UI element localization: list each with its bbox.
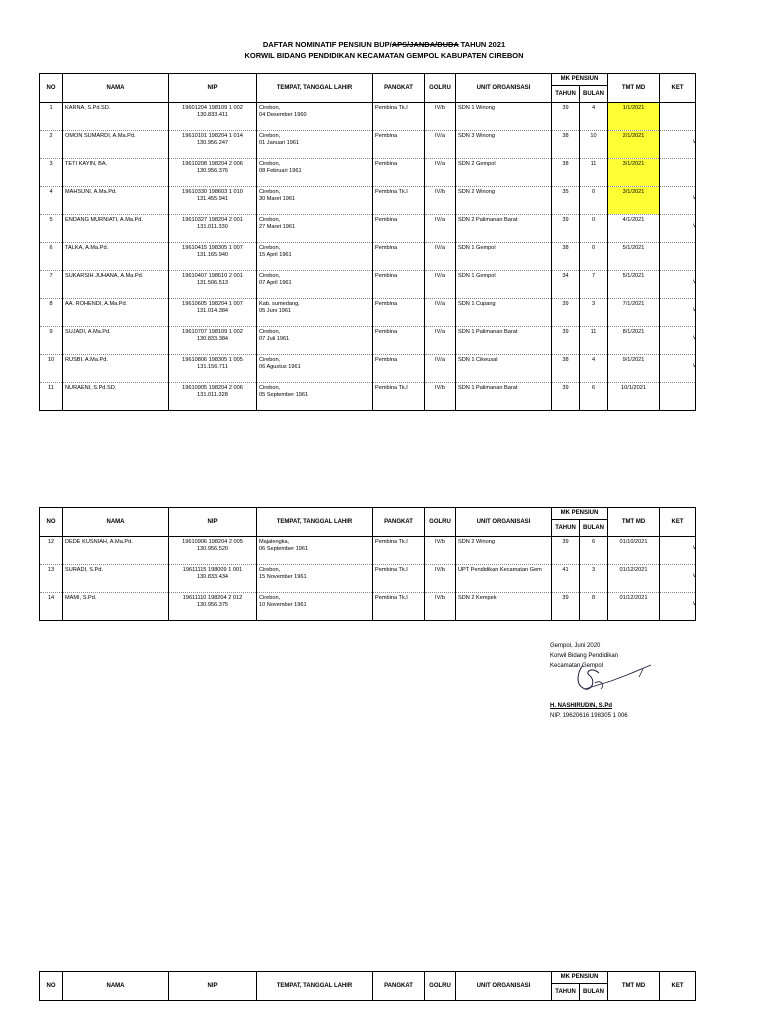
nip-old: 131.156.711	[197, 363, 228, 370]
nip-old: 130.956.375	[196, 601, 229, 608]
birth-place: Cirebon,	[259, 245, 281, 251]
cell-tmt: 2/1/2021	[608, 131, 660, 159]
nip-old: 130.833.384	[196, 335, 229, 342]
cell-unit: SDN 2 Palimanan Barat	[456, 215, 552, 243]
nip-old: 130.833.434	[196, 573, 229, 580]
cell-ket	[660, 383, 696, 411]
cell-nama: RUSBI, A.Ma.Pd.	[63, 355, 169, 383]
cell-nama: AA. ROHENDI, A.Ma.Pd.	[63, 299, 169, 327]
col-no-header: NO	[40, 972, 63, 1001]
col-tmt-header: TMT MD	[608, 74, 660, 103]
cell-unit: SDN 1 Gempol	[456, 243, 552, 271]
cell-nip	[169, 383, 257, 411]
cell-ket	[660, 131, 696, 159]
cell-pangkat: Pembina	[373, 355, 425, 383]
cell-tmt: 3/1/2021	[608, 159, 660, 187]
nip-old: 131.455.941	[196, 195, 229, 202]
nip-old: 131.011.330	[197, 223, 228, 230]
col-pangkat-header: PANGKAT	[373, 972, 425, 1001]
nip-new: 19610208 198204 2 006	[182, 161, 243, 167]
birth-place: Cirebon,	[259, 273, 281, 279]
nip-new: 19610327 198204 2 001	[182, 217, 243, 223]
birth-date: 07 Juli 1961	[259, 335, 290, 342]
cell-golru: IV/b	[425, 537, 456, 565]
birth-place: Cirebon,	[259, 133, 281, 139]
ket-mark: v	[693, 307, 696, 313]
cell-nama: MAHSUNI, A.Ma.Pd.	[63, 187, 169, 215]
birth-date: 05 September 1961	[259, 391, 309, 398]
cell-no: 11	[40, 383, 63, 411]
cell-ttl	[257, 131, 373, 159]
cell-nama: SUKARSIH JUHANA, A.Ma.Pd.	[63, 271, 169, 299]
cell-unit: SDN 3 Winong	[456, 131, 552, 159]
cell-ttl	[257, 593, 373, 621]
cell-bulan: 7	[580, 271, 608, 299]
cell-golru: IV/b	[425, 187, 456, 215]
cell-ket	[660, 243, 696, 271]
cell-ttl	[257, 383, 373, 411]
handwritten-signature	[550, 671, 628, 701]
cell-nama: MAMI, S.Pd.	[63, 593, 169, 621]
table-row	[40, 299, 696, 327]
cell-ttl	[257, 271, 373, 299]
col-bulan-header: BULAN	[580, 86, 608, 103]
cell-tahun: 38	[552, 159, 580, 187]
cell-tmt: 1/1/2021	[608, 103, 660, 131]
col-tahun-header: TAHUN	[552, 520, 580, 537]
cell-nip	[169, 131, 257, 159]
signatory-name: H. NASHIRUDIN, S.Pd	[550, 703, 613, 709]
cell-ket	[660, 299, 696, 327]
cell-tahun: 38	[552, 243, 580, 271]
birth-date: 15 November 1961	[259, 573, 307, 580]
cell-bulan: 10	[580, 131, 608, 159]
birth-place: Kab. sumedang,	[259, 301, 300, 307]
nip-new: 19610605 198204 1 007	[182, 301, 243, 307]
birth-place: Cirebon,	[259, 329, 281, 335]
cell-tmt: 8/1/2021	[608, 327, 660, 355]
cell-golru: IV/a	[425, 243, 456, 271]
table-row	[40, 593, 696, 621]
cell-tahun: 34	[552, 271, 580, 299]
ket-mark: v	[693, 139, 696, 145]
cell-nip	[169, 159, 257, 187]
cell-tmt: 7/1/2021	[608, 299, 660, 327]
ket-mark: v	[693, 573, 696, 579]
signature-office-line1: Korwil Bidang Pendidikan	[550, 653, 619, 659]
col-ket-header: KET	[660, 74, 696, 103]
cell-ket	[660, 271, 696, 299]
cell-ket	[660, 537, 696, 565]
birth-date: 06 September 1961	[259, 545, 309, 552]
cell-no: 5	[40, 215, 63, 243]
cell-bulan: 8	[580, 593, 608, 621]
cell-ttl	[257, 299, 373, 327]
cell-tahun: 41	[552, 565, 580, 593]
cell-tmt: 01/12/2021	[608, 593, 660, 621]
cell-golru: IV/a	[425, 327, 456, 355]
cell-nama: KARNA, S.Pd.SD.	[63, 103, 169, 131]
cell-unit: UPT Pendidikan Kecamatan Gem	[456, 565, 552, 593]
cell-golru: IV/a	[425, 355, 456, 383]
cell-no: 7	[40, 271, 63, 299]
cell-unit: SDN 1 Winong	[456, 103, 552, 131]
col-nama-header: NAMA	[63, 74, 169, 103]
cell-nip	[169, 215, 257, 243]
ket-mark: v	[693, 363, 696, 369]
cell-golru: IV/b	[425, 383, 456, 411]
cell-no: 10	[40, 355, 63, 383]
col-tahun-header: TAHUN	[552, 86, 580, 103]
birth-date: 05 Juni 1961	[259, 307, 292, 314]
nip-old: 131.011.328	[197, 391, 228, 398]
nip-new: 19610407 198610 2 001	[182, 273, 243, 279]
birth-place: Majalengka,	[259, 539, 290, 545]
table-row	[40, 383, 696, 411]
nip-new: 19611110 198204 2 012	[182, 595, 243, 601]
nip-new: 19601204 198109 1 002	[182, 105, 243, 111]
cell-golru: IV/b	[425, 593, 456, 621]
cell-tahun: 39	[552, 299, 580, 327]
cell-pangkat: Pembina Tk.I	[373, 187, 425, 215]
cell-ket	[660, 187, 696, 215]
col-nip-header: NIP	[169, 74, 257, 103]
cell-tahun: 39	[552, 383, 580, 411]
cell-bulan: 3	[580, 299, 608, 327]
col-nama-header: NAMA	[63, 972, 169, 1001]
cell-pangkat: Pembina Tk.I	[373, 103, 425, 131]
cell-tahun: 39	[552, 215, 580, 243]
cell-nama: ENDANG MURNIATI, A.Ma.Pd.	[63, 215, 169, 243]
nip-new: 19610101 198204 1 014	[182, 133, 243, 139]
cell-nama: SURADI, S.Pd.	[63, 565, 169, 593]
cell-tahun: 38	[552, 131, 580, 159]
cell-unit: SDN 1 Cikeusal	[456, 355, 552, 383]
col-nama-header: NAMA	[63, 508, 169, 537]
table-row	[40, 327, 696, 355]
cell-unit: SDN 2 Gempol	[456, 159, 552, 187]
cell-bulan: 0	[580, 243, 608, 271]
cell-nip	[169, 271, 257, 299]
cell-tmt: 4/1/2021	[608, 215, 660, 243]
col-bulan-header: BULAN	[580, 984, 608, 1001]
birth-place: Cirebon,	[259, 595, 281, 601]
cell-unit: SDN 1 Palimanan Barat	[456, 383, 552, 411]
cell-ket	[660, 565, 696, 593]
col-nip-header: NIP	[169, 508, 257, 537]
cell-bulan: 0	[580, 215, 608, 243]
cell-nama: TALKA, A.Ma.Pd.	[63, 243, 169, 271]
cell-ttl	[257, 159, 373, 187]
cell-bulan: 4	[580, 103, 608, 131]
cell-golru: IV/a	[425, 215, 456, 243]
birth-date: 07 April 1961	[259, 279, 292, 286]
cell-ket	[660, 593, 696, 621]
col-pangkat-header: PANGKAT	[373, 74, 425, 103]
table-row	[40, 565, 696, 593]
cell-pangkat: Pembina	[373, 243, 425, 271]
ket-mark: v	[693, 545, 696, 551]
birth-place: Cirebon,	[259, 567, 281, 573]
table-row	[40, 243, 696, 271]
col-ttl-header: TEMPAT, TANGGAL LAHIR	[257, 74, 373, 103]
document-subtitle: KORWIL BIDANG PENDIDIKAN KECAMATAN GEMPOL KABUPATEN CIREBON	[244, 51, 524, 60]
signature-block	[550, 641, 628, 721]
table-row	[40, 355, 696, 383]
col-tmt-header: TMT MD	[608, 508, 660, 537]
pension-table-1	[39, 73, 696, 411]
cell-unit: SDN 1 Gempol	[456, 271, 552, 299]
cell-ttl	[257, 537, 373, 565]
cell-nama: TETI KAYIN, BA.	[63, 159, 169, 187]
cell-ket	[660, 103, 696, 131]
cell-bulan: 11	[580, 159, 608, 187]
table-row	[40, 103, 696, 131]
birth-place: Cirebon,	[259, 385, 281, 391]
col-ttl-header: TEMPAT, TANGGAL LAHIR	[257, 508, 373, 537]
col-mk-header: MK PENSIUN	[552, 74, 608, 86]
cell-nip	[169, 187, 257, 215]
cell-golru: IV/a	[425, 299, 456, 327]
cell-ket	[660, 215, 696, 243]
nip-new: 19610905 198204 2 006	[182, 385, 243, 391]
cell-no: 14	[40, 593, 63, 621]
col-unit-header: UNIT ORGANISASI	[456, 508, 552, 537]
cell-tmt: 10/1/2021	[608, 383, 660, 411]
cell-unit: SDN 2 Kempek	[456, 593, 552, 621]
col-pangkat-header: PANGKAT	[373, 508, 425, 537]
cell-no: 9	[40, 327, 63, 355]
col-unit-header: UNIT ORGANISASI	[456, 972, 552, 1001]
cell-ket	[660, 159, 696, 187]
nip-new: 19611115 198009 1 001	[182, 567, 243, 573]
nip-new: 19610330 198603 1 010	[182, 189, 243, 195]
cell-pangkat: Pembina	[373, 131, 425, 159]
col-tahun-header: TAHUN	[552, 984, 580, 1001]
cell-golru: IV/a	[425, 159, 456, 187]
cell-golru: IV/b	[425, 103, 456, 131]
nip-new: 19610906 198204 2 005	[182, 539, 243, 545]
table-row	[40, 159, 696, 187]
cell-no: 13	[40, 565, 63, 593]
nip-old: 130.956.376	[196, 167, 229, 174]
table-row	[40, 131, 696, 159]
cell-no: 4	[40, 187, 63, 215]
birth-date: 01 Januari 1961	[259, 139, 300, 146]
cell-pangkat: Pembina	[373, 299, 425, 327]
cell-nip	[169, 355, 257, 383]
cell-tahun: 39	[552, 327, 580, 355]
birth-place: Cirebon,	[259, 105, 281, 111]
cell-nip	[169, 565, 257, 593]
cell-ttl	[257, 243, 373, 271]
cell-tahun: 39	[552, 103, 580, 131]
cell-ttl	[257, 327, 373, 355]
cell-tmt: 3/1/2021	[608, 187, 660, 215]
table-row	[40, 187, 696, 215]
cell-no: 8	[40, 299, 63, 327]
cell-ket	[660, 327, 696, 355]
cell-ttl	[257, 355, 373, 383]
nip-old: 130.833.411	[197, 111, 228, 118]
cell-unit: SDN 2 Winong	[456, 187, 552, 215]
col-bulan-header: BULAN	[580, 520, 608, 537]
cell-pangkat: Pembina Tk.I	[373, 383, 425, 411]
birth-date: 27 Maret 1961	[259, 223, 296, 230]
birth-date: 04 Desember 1960	[259, 111, 307, 118]
cell-tahun: 35	[552, 187, 580, 215]
col-ttl-header: TEMPAT, TANGGAL LAHIR	[257, 972, 373, 1001]
birth-date: 08 Februari 1961	[259, 167, 302, 174]
col-tmt-header: TMT MD	[608, 972, 660, 1001]
birth-date: 06 Agustus 1961	[259, 363, 301, 370]
cell-nama: DEDE KUSNIAH, A.Ma.Pd.	[63, 537, 169, 565]
birth-place: Cirebon,	[259, 217, 281, 223]
birth-date: 30 Maret 1961	[259, 195, 296, 202]
birth-place: Cirebon,	[259, 357, 281, 363]
table-row	[40, 537, 696, 565]
birth-date: 10 November 1961	[259, 601, 307, 608]
pension-table-3	[39, 971, 696, 1001]
cell-bulan: 11	[580, 327, 608, 355]
col-unit-header: UNIT ORGANISASI	[456, 74, 552, 103]
nip-old: 130.956.247	[196, 139, 229, 146]
nip-new: 19610707 198109 1 002	[182, 329, 243, 335]
col-mk-header: MK PENSIUN	[552, 508, 608, 520]
ket-mark: v	[693, 601, 696, 607]
cell-bulan: 6	[580, 383, 608, 411]
col-no-header: NO	[40, 508, 63, 537]
cell-no: 6	[40, 243, 63, 271]
cell-no: 12	[40, 537, 63, 565]
cell-nama: OMON SUMARDI, A.Ma.Pd.	[63, 131, 169, 159]
table-row	[40, 271, 696, 299]
cell-nip	[169, 299, 257, 327]
ket-mark: v	[693, 223, 696, 229]
cell-golru: IV/a	[425, 131, 456, 159]
ket-mark: v	[693, 195, 696, 201]
cell-pangkat: Pembina	[373, 215, 425, 243]
cell-nama: SUJADI, A.Ma.Pd.	[63, 327, 169, 355]
cell-golru: IV/b	[425, 565, 456, 593]
cell-ttl	[257, 215, 373, 243]
cell-tahun: 39	[552, 593, 580, 621]
cell-unit: SDN 2 Winong	[456, 537, 552, 565]
col-ket-header: KET	[660, 508, 696, 537]
nip-new: 19610415 198305 1 007	[182, 245, 243, 251]
cell-golru: IV/a	[425, 271, 456, 299]
cell-bulan: 4	[580, 355, 608, 383]
cell-tahun: 39	[552, 537, 580, 565]
document-title: DAFTAR NOMINATIF PENSIUN BUP/APS/JANDA/DUDA TAHUN 2021	[262, 40, 506, 49]
birth-place: Cirebon,	[259, 189, 281, 195]
nip-old: 131.506.513	[196, 279, 229, 286]
col-nip-header: NIP	[169, 972, 257, 1001]
col-golru-header: GOLRU	[425, 972, 456, 1001]
nip-old: 130.956.520	[196, 545, 229, 552]
cell-nip	[169, 103, 257, 131]
cell-unit: SDN 1 Palimanan Barat	[456, 327, 552, 355]
cell-pangkat: Pembina Tk.I	[373, 593, 425, 621]
cell-nip	[169, 593, 257, 621]
cell-no: 2	[40, 131, 63, 159]
pension-table-2	[39, 507, 696, 621]
nip-old: 131.014.384	[196, 307, 229, 314]
cell-nip	[169, 537, 257, 565]
cell-tmt: 9/1/2021	[608, 355, 660, 383]
cell-no: 3	[40, 159, 63, 187]
cell-unit: SDN 1 Cupang	[456, 299, 552, 327]
ket-mark: v	[693, 335, 696, 341]
birth-place: Cirebon,	[259, 161, 281, 167]
table-row	[40, 215, 696, 243]
ket-mark: v	[693, 279, 696, 285]
cell-tahun: 38	[552, 355, 580, 383]
cell-bulan: 0	[580, 187, 608, 215]
nip-new: 19610806 198305 1 005	[182, 357, 243, 363]
cell-ttl	[257, 565, 373, 593]
cell-nip	[169, 243, 257, 271]
signatory-nip: NIP. 19620616 198305 1 006	[550, 713, 628, 719]
signature-office-line2: Kecamatan Gempol	[550, 663, 604, 669]
col-no-header: NO	[40, 74, 63, 103]
cell-no: 1	[40, 103, 63, 131]
cell-ttl	[257, 187, 373, 215]
col-golru-header: GOLRU	[425, 74, 456, 103]
cell-bulan: 3	[580, 565, 608, 593]
col-golru-header: GOLRU	[425, 508, 456, 537]
cell-nip	[169, 327, 257, 355]
cell-pangkat: Pembina Tk.I	[373, 537, 425, 565]
cell-tmt: 5/1/2021	[608, 271, 660, 299]
cell-bulan: 6	[580, 537, 608, 565]
cell-pangkat: Pembina Tk.I	[373, 565, 425, 593]
cell-pangkat: Pembina	[373, 327, 425, 355]
birth-date: 15 April 1961	[259, 251, 292, 258]
cell-nama: NURAENI, S.Pd.SD.	[63, 383, 169, 411]
cell-ket	[660, 355, 696, 383]
cell-tmt: 01/10/2021	[608, 537, 660, 565]
col-ket-header: KET	[660, 972, 696, 1001]
signature-place-date: Gempol, Juni 2020	[550, 643, 601, 649]
cell-ttl	[257, 103, 373, 131]
cell-tmt: 5/1/2021	[608, 243, 660, 271]
col-mk-header: MK PENSIUN	[552, 972, 608, 984]
cell-pangkat: Pembina	[373, 159, 425, 187]
nip-old: 131.165.940	[196, 251, 229, 258]
cell-tmt: 01/12/2021	[608, 565, 660, 593]
cell-pangkat: Pembina	[373, 271, 425, 299]
